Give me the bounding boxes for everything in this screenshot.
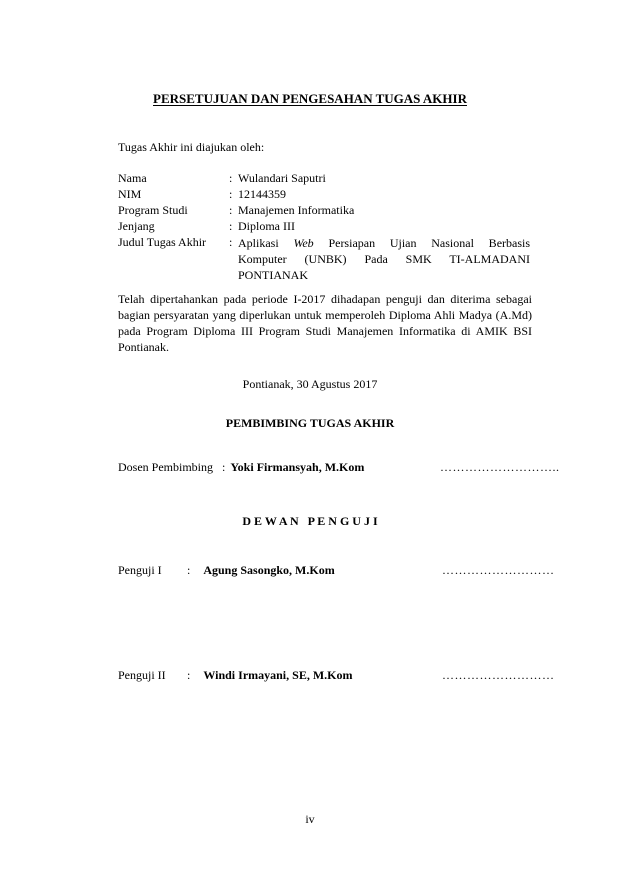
field-colon: : (229, 235, 233, 249)
penguji-name: Windi Irmayani, SE, M.Kom (203, 668, 353, 682)
intro-text: Tugas Akhir ini diajukan oleh: (118, 140, 265, 154)
field-label: Nama (118, 171, 147, 185)
field-label: Judul Tugas Akhir (118, 235, 207, 249)
judul-line-3: PONTIANAK (238, 268, 308, 282)
field-value: Wulandari Saputri (238, 171, 326, 185)
field-label: NIM (118, 187, 142, 201)
field-colon: : (229, 203, 233, 217)
penguji-colon: : (187, 563, 191, 577)
penguji-colon: : (187, 668, 191, 682)
judul-line-2: Komputer (UNBK) Pada SMK TI-ALMADANI (238, 252, 530, 266)
date-line: Pontianak, 30 Agustus 2017 (242, 377, 378, 391)
pembimbing-heading: PEMBIMBING TUGAS AKHIR (225, 416, 395, 430)
field-value-judul (238, 235, 530, 283)
field-value: Manajemen Informatika (238, 203, 355, 217)
page-title: PERSETUJUAN DAN PENGESAHAN TUGAS AKHIR (153, 91, 467, 106)
penguji-heading: D E W A N P E N G U J I (242, 514, 378, 528)
judul-prefix: Aplikasi (238, 236, 279, 250)
field-judul (118, 235, 538, 285)
judul-line-1 (238, 235, 530, 251)
pembimbing-signature-dots: ……………………….. (440, 460, 560, 474)
judul-italic: Web (293, 236, 314, 250)
page-number: iv (305, 812, 315, 826)
judul-line1-rest: Persiapan Ujian Nasional Berbasis (328, 236, 531, 250)
penguji-row (118, 668, 352, 683)
penguji-signature-dots: ……………………… (442, 668, 555, 682)
field-value: Diploma III (238, 219, 295, 233)
pembimbing-label: Dosen Pembimbing (118, 460, 213, 474)
penguji-label: Penguji I (118, 563, 162, 577)
field-label: Jenjang (118, 219, 155, 233)
field-colon: : (229, 187, 233, 201)
penguji-row (118, 563, 335, 578)
approval-paragraph: Telah dipertahankan pada periode I-2017 dihadapan penguji dan diterima sebagai bagian persyaratan yang diperlukan untuk memperoleh Diploma Ahli Madya (A.Md) pada Program Diploma III Program Studi Manajemen Informatika di AMIK BSI Pontianak. (118, 292, 532, 354)
penguji-name: Agung Sasongko, M.Kom (203, 563, 335, 577)
pembimbing-name: Yoki Firmansyah, M.Kom (230, 460, 365, 474)
field-colon: : (229, 219, 233, 233)
field-value: 12144359 (238, 187, 286, 201)
field-label: Program Studi (118, 203, 188, 217)
penguji-signature-dots: ……………………… (442, 563, 555, 577)
pembimbing-colon: : (222, 460, 226, 474)
field-colon: : (229, 171, 233, 185)
penguji-label: Penguji II (118, 668, 166, 682)
pembimbing-row (118, 460, 364, 475)
